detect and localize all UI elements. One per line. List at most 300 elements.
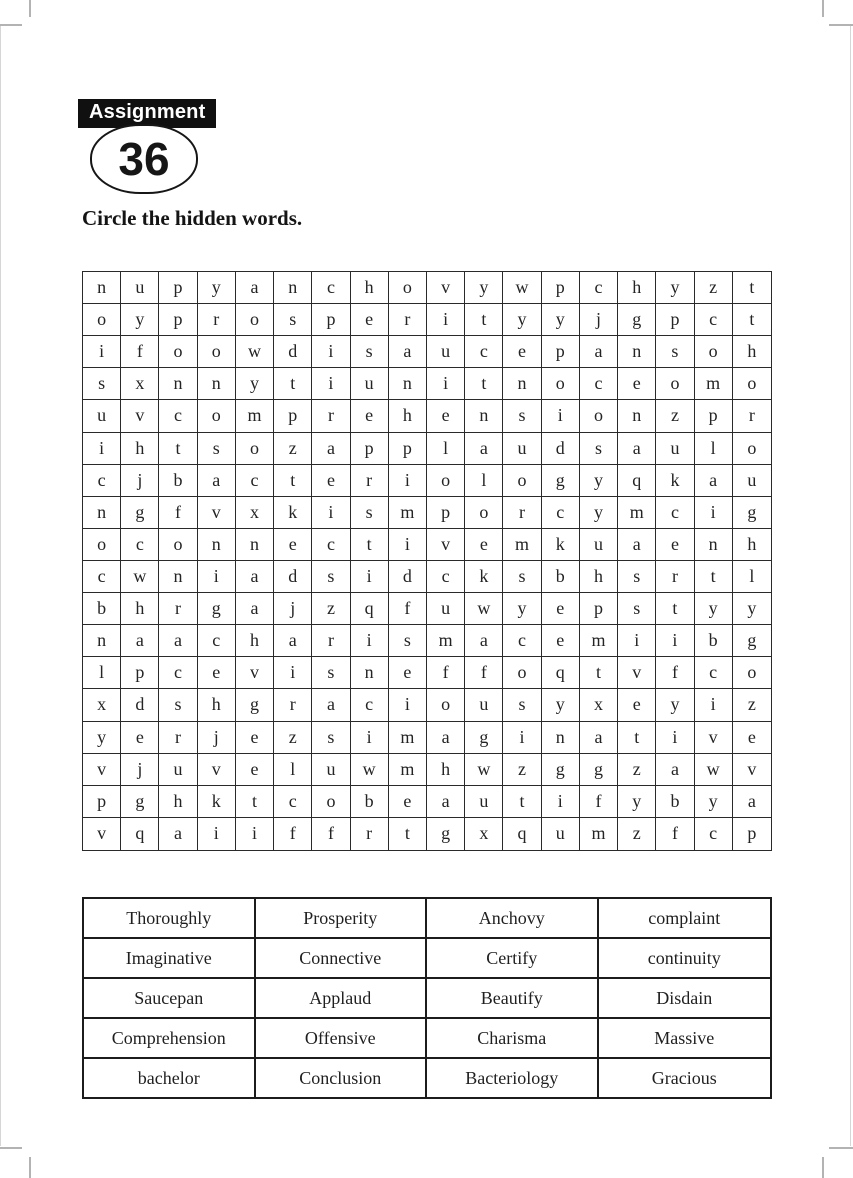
grid-letter-cell: v xyxy=(121,400,159,432)
grid-letter-cell: r xyxy=(733,400,771,432)
grid-letter-cell: o xyxy=(427,689,465,721)
grid-letter-cell: n xyxy=(618,400,656,432)
grid-letter-cell: e xyxy=(351,304,389,336)
word-list-item: Connective xyxy=(256,939,428,977)
grid-letter-cell: e xyxy=(121,722,159,754)
grid-letter-cell: s xyxy=(618,593,656,625)
word-list-row xyxy=(84,939,770,979)
grid-letter-cell: n xyxy=(465,400,503,432)
grid-letter-cell: e xyxy=(618,689,656,721)
grid-letter-cell: a xyxy=(580,336,618,368)
crop-mark-bottom-right-vertical xyxy=(822,1157,824,1178)
grid-letter-cell: s xyxy=(503,561,541,593)
grid-letter-cell: i xyxy=(351,722,389,754)
grid-letter-cell: e xyxy=(312,465,350,497)
word-list-item: Conclusion xyxy=(256,1059,428,1097)
grid-letter-cell: i xyxy=(312,497,350,529)
grid-letter-cell: t xyxy=(465,368,503,400)
word-list-row xyxy=(84,979,770,1019)
grid-letter-cell: i xyxy=(656,722,694,754)
grid-letter-cell: g xyxy=(618,304,656,336)
grid-letter-cell: y xyxy=(542,304,580,336)
grid-letter-cell: l xyxy=(274,754,312,786)
grid-letter-cell: s xyxy=(503,689,541,721)
grid-letter-cell: f xyxy=(465,657,503,689)
grid-letter-cell: d xyxy=(389,561,427,593)
grid-letter-cell: h xyxy=(389,400,427,432)
crop-mark-top-right-vertical xyxy=(822,0,824,17)
grid-letter-cell: o xyxy=(159,529,197,561)
grid-letter-cell: c xyxy=(656,497,694,529)
grid-letter-cell: z xyxy=(274,433,312,465)
grid-letter-cell: x xyxy=(465,818,503,850)
grid-letter-cell: c xyxy=(580,368,618,400)
grid-letter-cell: o xyxy=(733,368,771,400)
word-list-item: Saucepan xyxy=(84,979,256,1017)
grid-letter-cell: s xyxy=(312,561,350,593)
grid-letter-cell: f xyxy=(580,786,618,818)
grid-letter-cell: i xyxy=(618,625,656,657)
grid-letter-cell: i xyxy=(198,818,236,850)
grid-letter-cell: v xyxy=(427,529,465,561)
word-list-table xyxy=(82,897,772,1099)
grid-letter-cell: v xyxy=(427,272,465,304)
grid-letter-cell: o xyxy=(656,368,694,400)
grid-letter-cell: n xyxy=(695,529,733,561)
grid-letter-cell: i xyxy=(312,368,350,400)
grid-letter-cell: s xyxy=(503,400,541,432)
grid-letter-cell: h xyxy=(733,336,771,368)
grid-letter-cell: p xyxy=(351,433,389,465)
grid-letter-cell: p xyxy=(121,657,159,689)
grid-letter-cell: m xyxy=(389,497,427,529)
grid-letter-cell: y xyxy=(503,593,541,625)
grid-letter-cell: h xyxy=(427,754,465,786)
grid-letter-cell: j xyxy=(274,593,312,625)
grid-letter-cell: t xyxy=(159,433,197,465)
word-search-grid xyxy=(82,271,772,851)
grid-letter-cell: u xyxy=(503,433,541,465)
grid-letter-cell: h xyxy=(121,433,159,465)
grid-letter-cell: w xyxy=(503,272,541,304)
grid-letter-cell: c xyxy=(274,786,312,818)
crop-mark-bottom-left-vertical xyxy=(29,1157,31,1178)
grid-letter-cell: h xyxy=(733,529,771,561)
grid-letter-cell: o xyxy=(312,786,350,818)
grid-letter-cell: s xyxy=(312,657,350,689)
grid-letter-cell: c xyxy=(351,689,389,721)
grid-letter-cell: b xyxy=(159,465,197,497)
grid-letter-cell: n xyxy=(83,625,121,657)
grid-letter-cell: i xyxy=(389,529,427,561)
grid-letter-cell: t xyxy=(733,304,771,336)
grid-letter-cell: p xyxy=(542,272,580,304)
grid-letter-cell: e xyxy=(542,593,580,625)
grid-letter-cell: o xyxy=(503,465,541,497)
grid-letter-cell: u xyxy=(351,368,389,400)
grid-letter-cell: u xyxy=(427,593,465,625)
grid-letter-cell: c xyxy=(83,561,121,593)
grid-letter-cell: a xyxy=(159,818,197,850)
grid-letter-cell: t xyxy=(351,529,389,561)
grid-letter-cell: i xyxy=(542,786,580,818)
grid-letter-cell: n xyxy=(159,561,197,593)
grid-letter-cell: t xyxy=(656,593,694,625)
grid-letter-cell: e xyxy=(427,400,465,432)
grid-letter-cell: c xyxy=(159,400,197,432)
grid-letter-cell: r xyxy=(312,400,350,432)
grid-letter-cell: z xyxy=(733,689,771,721)
grid-letter-cell: r xyxy=(159,722,197,754)
grid-letter-cell: t xyxy=(274,368,312,400)
grid-letter-cell: c xyxy=(427,561,465,593)
grid-letter-cell: g xyxy=(236,689,274,721)
grid-letter-cell: t xyxy=(618,722,656,754)
grid-letter-cell: t xyxy=(274,465,312,497)
assignment-number: 36 xyxy=(118,133,170,185)
grid-letter-cell: i xyxy=(542,400,580,432)
grid-letter-cell: a xyxy=(312,689,350,721)
grid-letter-cell: y xyxy=(580,465,618,497)
grid-letter-cell: z xyxy=(656,400,694,432)
grid-letter-cell: i xyxy=(656,625,694,657)
grid-letter-cell: q xyxy=(618,465,656,497)
grid-letter-cell: r xyxy=(503,497,541,529)
word-list-item: Beautify xyxy=(427,979,599,1017)
grid-letter-cell: e xyxy=(733,722,771,754)
grid-letter-cell: e xyxy=(351,400,389,432)
grid-letter-cell: n xyxy=(198,529,236,561)
grid-letter-cell: f xyxy=(656,657,694,689)
page-edge-left xyxy=(0,26,1,1146)
word-list-row xyxy=(84,899,770,939)
grid-letter-cell: o xyxy=(83,529,121,561)
grid-letter-cell: g xyxy=(427,818,465,850)
grid-letter-cell: e xyxy=(503,336,541,368)
grid-letter-cell: v xyxy=(695,722,733,754)
grid-letter-cell: y xyxy=(503,304,541,336)
grid-letter-cell: o xyxy=(389,272,427,304)
grid-letter-cell: f xyxy=(159,497,197,529)
grid-letter-cell: a xyxy=(427,722,465,754)
grid-letter-cell: y xyxy=(198,272,236,304)
grid-letter-cell: k xyxy=(198,786,236,818)
grid-letter-cell: x xyxy=(83,689,121,721)
grid-letter-cell: e xyxy=(656,529,694,561)
crop-mark-top-left-vertical xyxy=(29,0,31,17)
grid-letter-cell: u xyxy=(427,336,465,368)
grid-letter-cell: n xyxy=(618,336,656,368)
grid-letter-cell: t xyxy=(580,657,618,689)
grid-letter-cell: s xyxy=(389,625,427,657)
grid-letter-cell: z xyxy=(503,754,541,786)
grid-letter-cell: x xyxy=(236,497,274,529)
grid-letter-cell: x xyxy=(580,689,618,721)
grid-letter-cell: l xyxy=(733,561,771,593)
instruction-text: Circle the hidden words. xyxy=(82,206,303,230)
grid-letter-cell: l xyxy=(695,433,733,465)
grid-letter-cell: o xyxy=(695,336,733,368)
grid-letter-cell: c xyxy=(695,304,733,336)
grid-letter-cell: f xyxy=(121,336,159,368)
grid-letter-cell: c xyxy=(121,529,159,561)
grid-letter-cell: a xyxy=(389,336,427,368)
grid-letter-cell: c xyxy=(312,529,350,561)
grid-letter-cell: u xyxy=(121,272,159,304)
grid-letter-cell: k xyxy=(542,529,580,561)
grid-letter-cell: q xyxy=(542,657,580,689)
grid-letter-cell: v xyxy=(198,497,236,529)
grid-letter-cell: e xyxy=(236,722,274,754)
grid-letter-cell: u xyxy=(656,433,694,465)
grid-letter-cell: y xyxy=(618,786,656,818)
grid-letter-cell: a xyxy=(236,593,274,625)
crop-mark-top-left-horizontal xyxy=(0,24,22,26)
grid-letter-cell: l xyxy=(465,465,503,497)
grid-letter-cell: e xyxy=(465,529,503,561)
assignment-label-text: Assignment xyxy=(89,101,206,123)
grid-letter-cell: p xyxy=(274,400,312,432)
grid-letter-cell: i xyxy=(389,465,427,497)
grid-letter-cell: l xyxy=(83,657,121,689)
grid-letter-cell: r xyxy=(274,689,312,721)
grid-letter-cell: y xyxy=(542,689,580,721)
grid-letter-cell: z xyxy=(618,754,656,786)
grid-letter-cell: h xyxy=(618,272,656,304)
grid-letter-cell: s xyxy=(83,368,121,400)
grid-letter-cell: o xyxy=(542,368,580,400)
word-list-item: Bacteriology xyxy=(427,1059,599,1097)
grid-letter-cell: v xyxy=(83,754,121,786)
assignment-number-oval xyxy=(90,124,198,194)
grid-letter-cell: y xyxy=(121,304,159,336)
grid-letter-cell: e xyxy=(389,786,427,818)
word-list-item: Certify xyxy=(427,939,599,977)
grid-letter-cell: s xyxy=(159,689,197,721)
word-list-row xyxy=(84,1019,770,1059)
grid-letter-cell: i xyxy=(312,336,350,368)
grid-letter-cell: m xyxy=(389,722,427,754)
grid-letter-cell: p xyxy=(747,823,757,844)
grid-letter-cell: u xyxy=(159,754,197,786)
grid-letter-cell: m xyxy=(695,368,733,400)
grid-letter-cell: n xyxy=(274,272,312,304)
grid-letter-cell: u xyxy=(465,689,503,721)
grid-letter-cell: y xyxy=(695,593,733,625)
grid-letter-cell: v xyxy=(618,657,656,689)
grid-letter-cell: r xyxy=(198,304,236,336)
grid-letter-cell: i xyxy=(198,561,236,593)
grid-letter-cell: f xyxy=(312,818,350,850)
grid-letter-cell: r xyxy=(351,465,389,497)
grid-letter-cell: s xyxy=(312,722,350,754)
grid-letter-cell: i xyxy=(83,433,121,465)
grid-letter-cell: d xyxy=(274,561,312,593)
grid-letter-cell: g xyxy=(198,593,236,625)
grid-letter-cell: s xyxy=(198,433,236,465)
grid-letter-cell: a xyxy=(618,433,656,465)
grid-letter-cell: x xyxy=(121,368,159,400)
grid-letter-cell: l xyxy=(427,433,465,465)
grid-letter-cell: t xyxy=(733,272,771,304)
grid-letter-cell: c xyxy=(159,657,197,689)
grid-letter-cell: o xyxy=(427,465,465,497)
grid-letter-cell: n xyxy=(198,368,236,400)
grid-letter-cell: w xyxy=(695,754,733,786)
grid-letter-cell: o xyxy=(503,657,541,689)
word-list-item: complaint xyxy=(648,907,721,928)
grid-letter-cell: r xyxy=(389,304,427,336)
grid-letter-cell: h xyxy=(159,786,197,818)
grid-letter-cell: m xyxy=(580,625,618,657)
word-list-item: Comprehension xyxy=(84,1019,256,1057)
grid-letter-cell: y xyxy=(236,368,274,400)
grid-letter-cell: p xyxy=(695,400,733,432)
grid-letter-cell: y xyxy=(656,272,694,304)
grid-letter-cell: b xyxy=(542,561,580,593)
grid-letter-cell: h xyxy=(236,625,274,657)
grid-letter-cell: s xyxy=(274,304,312,336)
grid-letter-cell: m xyxy=(236,400,274,432)
grid-letter-cell: p xyxy=(159,304,197,336)
grid-letter-cell: u xyxy=(465,786,503,818)
grid-letter-cell: a xyxy=(733,786,771,818)
grid-letter-cell: m xyxy=(580,818,618,850)
grid-letter-cell: y xyxy=(465,272,503,304)
grid-letter-cell: m xyxy=(427,625,465,657)
grid-letter-cell: g xyxy=(733,497,771,529)
word-list-item: Anchovy xyxy=(427,899,599,937)
grid-letter-cell: e xyxy=(618,368,656,400)
grid-letter-cell: u xyxy=(542,818,580,850)
grid-letter-cell: c xyxy=(198,625,236,657)
grid-letter-cell: g xyxy=(465,722,503,754)
grid-letter-cell: t xyxy=(503,786,541,818)
grid-letter-cell: u xyxy=(312,754,350,786)
grid-letter-cell: k xyxy=(465,561,503,593)
grid-letter-cell: e xyxy=(236,754,274,786)
grid-letter-cell: y xyxy=(695,786,733,818)
grid-letter-cell: d xyxy=(542,433,580,465)
grid-letter-cell: p xyxy=(159,272,197,304)
grid-letter-cell: p xyxy=(427,497,465,529)
grid-letter-cell: z xyxy=(312,593,350,625)
grid-letter-cell: o xyxy=(236,304,274,336)
grid-letter-cell: o xyxy=(733,657,771,689)
grid-letter-cell: a xyxy=(236,561,274,593)
crop-mark-bottom-right-horizontal xyxy=(829,1147,853,1149)
grid-letter-cell: o xyxy=(198,400,236,432)
grid-letter-cell: p xyxy=(389,433,427,465)
grid-letter-cell: s xyxy=(351,497,389,529)
grid-letter-cell: v xyxy=(83,818,121,850)
grid-letter-cell: i xyxy=(351,561,389,593)
grid-letter-cell: z xyxy=(695,272,733,304)
grid-letter-cell: r xyxy=(312,625,350,657)
grid-letter-cell: t xyxy=(695,561,733,593)
grid-letter-cell: a xyxy=(427,786,465,818)
grid-letter-cell: d xyxy=(274,336,312,368)
grid-letter-cell: s xyxy=(351,336,389,368)
grid-letter-cell: q xyxy=(121,818,159,850)
grid-letter-cell: e xyxy=(542,625,580,657)
grid-letter-cell: i xyxy=(503,722,541,754)
grid-letter-cell: w xyxy=(121,561,159,593)
word-list-item: Thoroughly xyxy=(84,899,256,937)
word-list-item: Offensive xyxy=(256,1019,428,1057)
grid-letter-cell: p xyxy=(542,336,580,368)
grid-letter-cell: b xyxy=(83,593,121,625)
word-list-item: Charisma xyxy=(427,1019,599,1057)
grid-letter-cell: y xyxy=(733,593,771,625)
grid-letter-cell: v xyxy=(733,754,771,786)
word-list-item: Disdain xyxy=(656,987,713,1008)
grid-letter-cell: u xyxy=(733,465,771,497)
grid-letter-cell: t xyxy=(389,818,427,850)
crop-mark-bottom-left-horizontal xyxy=(0,1147,22,1149)
grid-letter-cell: g xyxy=(542,465,580,497)
grid-letter-cell: g xyxy=(121,497,159,529)
grid-letter-cell: a xyxy=(465,433,503,465)
grid-letter-cell: v xyxy=(236,657,274,689)
grid-letter-cell: c xyxy=(236,465,274,497)
grid-letter-cell: i xyxy=(695,689,733,721)
grid-letter-cell: j xyxy=(121,465,159,497)
grid-letter-cell: o xyxy=(580,400,618,432)
grid-letter-cell: a xyxy=(198,465,236,497)
grid-letter-cell: m xyxy=(618,497,656,529)
grid-letter-cell: o xyxy=(83,304,121,336)
grid-letter-cell: c xyxy=(580,272,618,304)
grid-letter-cell: b xyxy=(656,786,694,818)
grid-letter-cell: i xyxy=(695,497,733,529)
grid-letter-cell: a xyxy=(159,625,197,657)
grid-letter-cell: i xyxy=(236,818,274,850)
grid-letter-cell: f xyxy=(389,593,427,625)
word-list-item: Imaginative xyxy=(84,939,256,977)
page-edge-right xyxy=(850,26,851,1146)
grid-letter-cell: a xyxy=(236,272,274,304)
grid-letter-cell: h xyxy=(580,561,618,593)
grid-letter-cell: a xyxy=(465,625,503,657)
grid-letter-cell: t xyxy=(465,304,503,336)
grid-letter-cell: j xyxy=(121,754,159,786)
grid-letter-cell: g xyxy=(733,625,771,657)
grid-letter-cell: w xyxy=(351,754,389,786)
grid-letter-cell: h xyxy=(198,689,236,721)
grid-letter-cell: i xyxy=(427,304,465,336)
grid-letter-cell: h xyxy=(121,593,159,625)
grid-letter-cell: i xyxy=(274,657,312,689)
grid-letter-cell: c xyxy=(695,657,733,689)
grid-letter-cell: b xyxy=(351,786,389,818)
grid-letter-cell: n xyxy=(83,497,121,529)
grid-letter-cell: f xyxy=(274,818,312,850)
grid-letter-cell: a xyxy=(695,465,733,497)
grid-letter-cell: c xyxy=(312,272,350,304)
grid-letter-cell: s xyxy=(580,433,618,465)
grid-letter-cell: n xyxy=(351,657,389,689)
grid-letter-cell: a xyxy=(618,529,656,561)
grid-letter-cell: p xyxy=(580,593,618,625)
grid-letter-cell: z xyxy=(618,818,656,850)
grid-letter-cell: n xyxy=(159,368,197,400)
grid-letter-cell: q xyxy=(503,818,541,850)
grid-letter-cell: k xyxy=(274,497,312,529)
grid-letter-cell: y xyxy=(83,722,121,754)
grid-letter-cell: y xyxy=(656,689,694,721)
grid-letter-cell: a xyxy=(274,625,312,657)
